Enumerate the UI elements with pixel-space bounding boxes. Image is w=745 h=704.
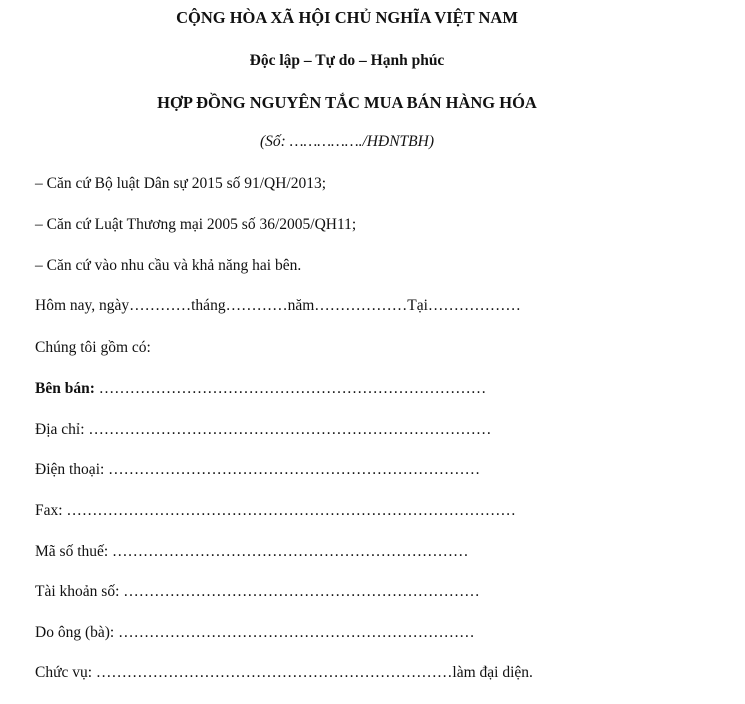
seller-label: Bên bán: [35, 380, 95, 397]
legal-basis-commercial-law: – Căn cứ Luật Thương mại 2005 số 36/2005/QH11; [35, 216, 357, 233]
seller-position: Chức vụ: ……………………………………………………………làm đại diện. [35, 664, 533, 681]
seller-fax: Fax: …………………………………………………………………………… [35, 502, 516, 519]
nation-heading: CỘNG HÒA XÃ HỘI CHỦ NGHĨA VIỆT NAM [176, 8, 518, 27]
seller-phone: Điện thoại: ……………………………………………………………… [35, 461, 481, 478]
motto-heading: Độc lập – Tự do – Hạnh phúc [249, 52, 445, 69]
legal-basis-needs: – Căn cứ vào nhu cầu và khả năng hai bên. [35, 257, 302, 274]
seller-representative: Do ông (bà): …………………………………………………………… [35, 624, 475, 641]
legal-basis-civil-code: – Căn cứ Bộ luật Dân sự 2015 số 91/QH/2013; [35, 175, 327, 192]
seller-account: Tài khoản số: …………………………………………………………… [35, 583, 480, 600]
parties-intro: Chúng tôi gồm có: [35, 339, 151, 356]
date-line: Hôm nay, ngày…………tháng…………năm………………Tại……………… [35, 297, 521, 314]
seller-fill: ………………………………………………………………… [94, 380, 487, 397]
contract-number: (Số: ……………./HĐNTBH) [260, 133, 434, 150]
contract-title: HỢP ĐỒNG NGUYÊN TẮC MUA BÁN HÀNG HÓA [157, 93, 537, 112]
seller-tax-code: Mã số thuế: …………………………………………………………… [35, 543, 469, 560]
seller-line [35, 380, 486, 398]
seller-address: Địa chỉ: …………………………………………………………………… [35, 421, 492, 438]
